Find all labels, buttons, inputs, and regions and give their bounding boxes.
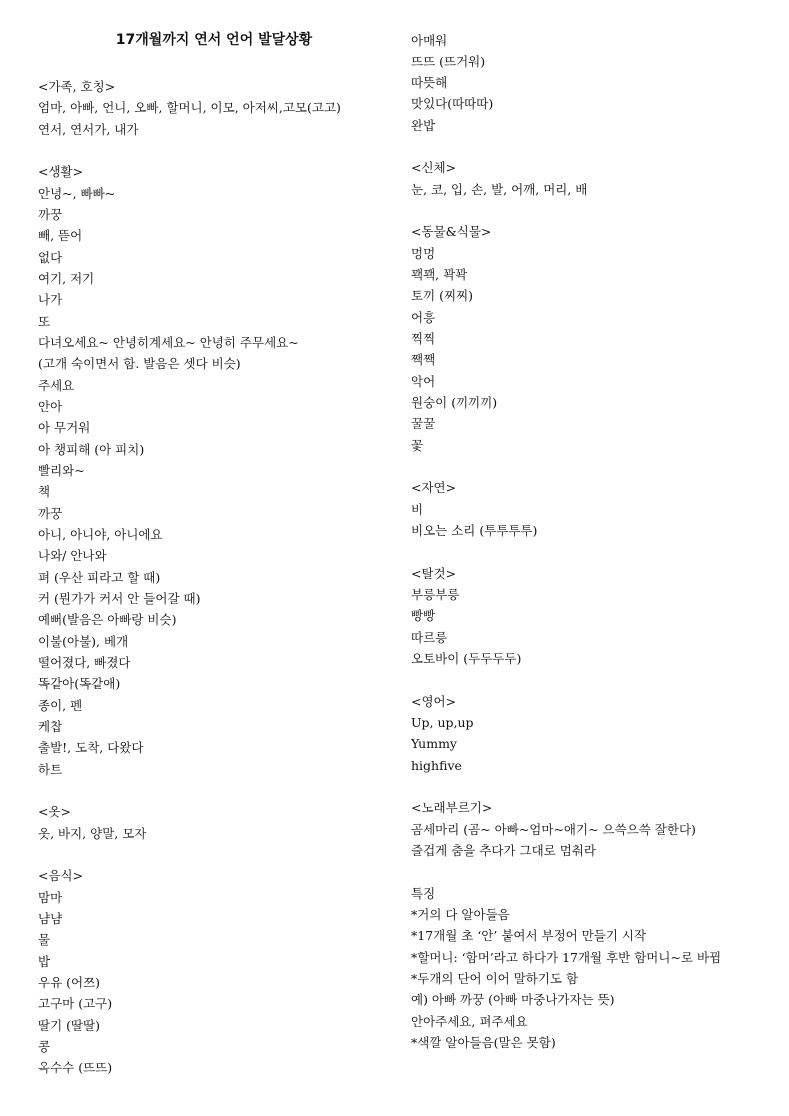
text-line: 아 무거워	[38, 420, 91, 435]
text-line: 종이, 펜	[38, 698, 83, 713]
text-line: 아니, 아니야, 아니에요	[38, 527, 163, 542]
text-line: 꽃	[411, 438, 424, 453]
text-line: 원숭이 (끼끼끼)	[411, 395, 498, 410]
section-heading-nature: <자연>	[411, 480, 457, 495]
text-line: 주세요	[38, 378, 75, 393]
text-line: 커 (뭔가가 커서 안 들어갈 때)	[38, 591, 201, 606]
text-line: 악어	[411, 374, 436, 389]
section-heading-singing: <노래부르기>	[411, 800, 493, 815]
text-line: 밥	[38, 954, 51, 969]
text-line: 곰세마리 (곰~ 아빠~엄마~애기~ 으쓱으쓱 잘한다)	[411, 822, 696, 837]
text-line: 아매워	[411, 33, 448, 48]
text-line: 따르릉	[411, 630, 448, 645]
text-line: 나와/ 안나와	[38, 548, 107, 563]
text-line: *두개의 단어 이어 말하기도 함	[411, 971, 579, 986]
section-heading-english: <영어>	[411, 694, 457, 709]
text-line: 오토바이 (두두두두)	[411, 651, 522, 666]
text-line: 꿀꿀	[411, 416, 436, 431]
text-line: 하트	[38, 762, 63, 777]
text-line: 떨어졌다, 빠졌다	[38, 655, 131, 670]
text-line: 따뜻해	[411, 75, 448, 90]
text-line: 케찹	[38, 719, 63, 734]
document-title: 17개월까지 연서 언어 발달상황	[115, 32, 313, 48]
section-heading-food: <음식>	[38, 868, 84, 883]
text-line: 냠냠	[38, 911, 63, 926]
text-line: 나가	[38, 292, 63, 307]
section-heading-body: <신체>	[411, 160, 457, 175]
text-line: 완밥	[411, 118, 436, 133]
text-line: 안녕~, 빠빠~	[38, 186, 116, 201]
text-line: 고구마 (고구)	[38, 996, 113, 1011]
text-line: Yummy	[411, 736, 457, 751]
text-line: 아 챙피해 (아 피치)	[38, 442, 145, 457]
text-line: 어흥	[411, 310, 436, 325]
text-line: 없다	[38, 250, 63, 265]
section-heading-life: <생활>	[38, 164, 84, 179]
text-line: *거의 다 알아들음	[411, 907, 510, 922]
section-heading-family: <가족, 호칭>	[38, 79, 116, 94]
text-line: 부릉부릉	[411, 587, 460, 602]
text-line: 물	[38, 932, 51, 947]
text-line: 콩	[38, 1039, 51, 1054]
text-line: 맛있다(따따따)	[411, 96, 494, 111]
text-line: 짹짹	[411, 352, 436, 367]
text-line: *색깔 알아들음(말은 못함)	[411, 1035, 556, 1050]
text-line: 비	[411, 502, 424, 517]
text-line: 비오는 소리 (투투투투)	[411, 523, 538, 538]
text-line: 까꿍	[38, 207, 63, 222]
text-line: 찍찍	[411, 331, 436, 346]
text-line: 책	[38, 484, 51, 499]
text-line: 빨리와~	[38, 463, 85, 478]
text-line: 딸기 (딸딸)	[38, 1018, 101, 1033]
text-line: 예) 아빠 까꿍 (아빠 마중나가자는 뜻)	[411, 992, 615, 1007]
text-line: Up, up,up	[411, 715, 474, 730]
section-heading-features: 특징	[411, 886, 436, 901]
text-line: *17개월 초 ‘안’ 붙여서 부정어 만들기 시작	[411, 928, 647, 943]
text-line: 옥수수 (뜨뜨)	[38, 1060, 113, 1075]
text-line: 엄마, 아빠, 언니, 오빠, 할머니, 이모, 아저씨,고모(고고)	[38, 100, 341, 115]
text-line: 안아	[38, 399, 63, 414]
text-line: 빼, 뜯어	[38, 228, 83, 243]
text-line: 꽥꽥, 꽉꽉	[411, 267, 468, 282]
text-line: *할머니: ‘함머’라고 하다가 17개월 후반 함머니~로 바뀜	[411, 950, 722, 965]
text-line: 빵빵	[411, 608, 436, 623]
text-line: 토끼 (찌찌)	[411, 288, 474, 303]
text-line: 우유 (어쯔)	[38, 975, 101, 990]
section-heading-vehicles: <탈것>	[411, 566, 457, 581]
text-line: 옷, 바지, 양말, 모자	[38, 826, 147, 841]
text-line: 출발!, 도착, 다왔다	[38, 740, 144, 755]
section-heading-animals-plants: <동물&식물>	[411, 224, 492, 239]
text-line: 여기, 저기	[38, 271, 95, 286]
text-line: 예뻐(발음은 아빠랑 비슷)	[38, 612, 177, 627]
text-line: 안아주세요, 펴주세요	[411, 1014, 528, 1029]
section-heading-clothes: <옷>	[38, 804, 72, 819]
text-line: 연서, 연서가, 내가	[38, 122, 139, 137]
text-line: highfive	[411, 758, 462, 773]
text-line: 뜨뜨 (뜨거워)	[411, 54, 486, 69]
text-line: 펴 (우산 피라고 할 때)	[38, 570, 161, 585]
text-line: 다녀오세요~ 안녕히계세요~ 안녕히 주무세요~	[38, 335, 299, 350]
text-line: 이불(아불), 베개	[38, 634, 129, 649]
text-line: 똑같아(똑같애)	[38, 676, 121, 691]
text-line: 또	[38, 314, 51, 329]
text-line: 맘마	[38, 890, 63, 905]
text-line: (고개 숙이면서 함. 발음은 셋다 비슷)	[38, 356, 241, 371]
text-line: 까꿍	[38, 506, 63, 521]
text-line: 즐겁게 춤을 추다가 그대로 멈춰라	[411, 843, 596, 858]
text-line: 멍멍	[411, 246, 436, 261]
text-line: 눈, 코, 입, 손, 발, 어깨, 머리, 배	[411, 182, 588, 197]
